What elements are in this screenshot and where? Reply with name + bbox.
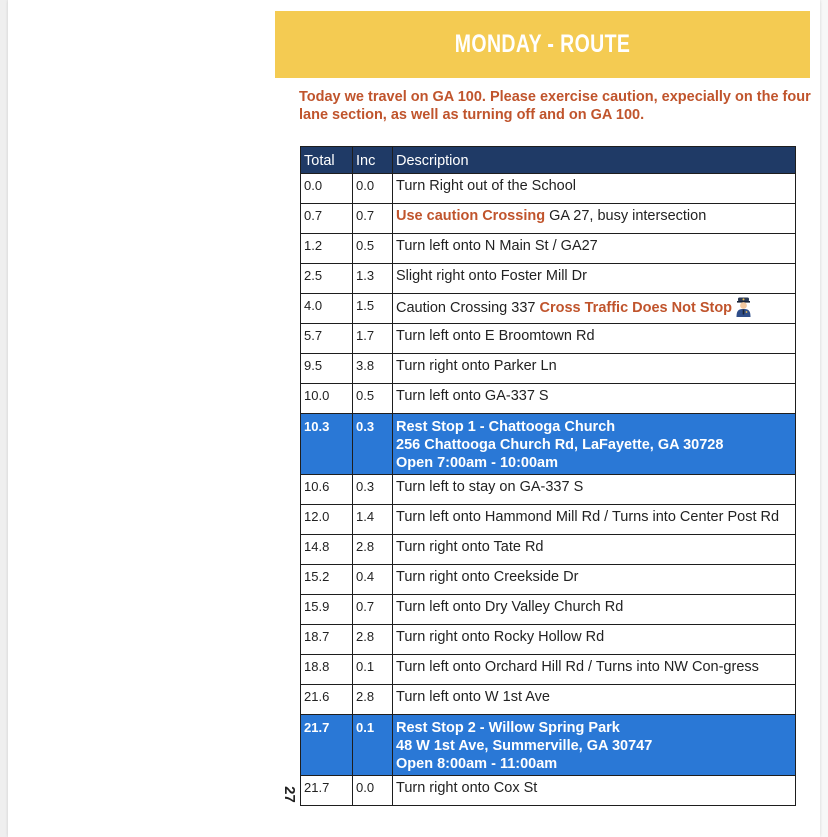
total-cell: 1.2 (301, 234, 353, 264)
total-cell: 0.7 (301, 204, 353, 234)
rest-stop-address: 48 W 1st Ave, Summerville, GA 30747 (396, 738, 653, 754)
description-cell: Turn right onto Creekside Dr (393, 565, 796, 595)
table-row (301, 625, 796, 655)
intro-text: Today we travel on GA 100. Please exercise caution, expecially on the four lane section, as well as turning off and on GA 100. (299, 89, 811, 123)
total-cell: 10.0 (301, 384, 353, 414)
inc-cell: 1.3 (353, 264, 393, 294)
description-cell: Turn left onto Orchard Hill Rd / Turns into NW Con-gress (393, 655, 796, 685)
table-row (301, 324, 796, 354)
total-cell: 5.7 (301, 324, 353, 354)
column-header-total: Total (301, 147, 353, 174)
table-row (301, 234, 796, 264)
table-row (301, 655, 796, 685)
total-cell: 18.8 (301, 655, 353, 685)
table-row (301, 685, 796, 715)
page-edge (0, 0, 8, 837)
inc-cell: 0.5 (353, 234, 393, 264)
column-header-inc: Inc (353, 147, 393, 174)
table-row (301, 294, 796, 324)
inc-cell: 0.1 (353, 715, 393, 776)
caution-highlight: Cross Traffic Does Not Stop (539, 300, 733, 316)
route-table (300, 146, 796, 806)
description-cell: Turn left onto N Main St / GA27 (393, 234, 796, 264)
total-cell: 21.6 (301, 685, 353, 715)
column-header-description: Description (393, 147, 796, 174)
inc-cell: 1.7 (353, 324, 393, 354)
description-cell: Turn left onto Dry Valley Church Rd (393, 595, 796, 625)
rest-stop-name: Rest Stop 2 - Willow Spring Park (396, 720, 620, 736)
inc-cell: 1.4 (353, 505, 393, 535)
rest-stop-cell (393, 715, 796, 776)
description-cell (393, 204, 796, 234)
description-cell: Turn left onto Hammond Mill Rd / Turns into Center Post Rd (393, 505, 796, 535)
inc-cell: 2.8 (353, 535, 393, 565)
description-cell: Turn left onto E Broomtown Rd (393, 324, 796, 354)
table-row (301, 505, 796, 535)
description-cell: Turn left onto GA-337 S (393, 384, 796, 414)
table-row (301, 204, 796, 234)
table-row (301, 595, 796, 625)
description-text: Caution Crossing 337 (396, 300, 540, 316)
rest-stop-name: Rest Stop 1 - Chattooga Church (396, 419, 616, 435)
total-cell: 10.3 (301, 414, 353, 475)
description-cell (393, 294, 796, 324)
total-cell: 4.0 (301, 294, 353, 324)
inc-cell: 0.7 (353, 204, 393, 234)
table-row (301, 535, 796, 565)
total-cell: 21.7 (301, 776, 353, 806)
inc-cell: 1.5 (353, 294, 393, 324)
caution-highlight: Use caution Crossing (396, 208, 546, 224)
total-cell: 9.5 (301, 354, 353, 384)
page-number: 27 (280, 786, 298, 803)
inc-cell: 2.8 (353, 625, 393, 655)
table-header-row (301, 147, 796, 174)
table-row (301, 475, 796, 505)
inc-cell: 0.3 (353, 475, 393, 505)
total-cell: 2.5 (301, 264, 353, 294)
rest-stop-hours: Open 7:00am - 10:00am (396, 455, 558, 471)
inc-cell: 0.3 (353, 414, 393, 475)
police-officer-icon (735, 297, 752, 317)
rest-stop-cell (393, 414, 796, 475)
total-cell: 10.6 (301, 475, 353, 505)
description-cell: Turn Right out of the School (393, 174, 796, 204)
inc-cell: 0.7 (353, 595, 393, 625)
total-cell: 14.8 (301, 535, 353, 565)
table-row (301, 264, 796, 294)
inc-cell: 0.0 (353, 776, 393, 806)
inc-cell: 0.1 (353, 655, 393, 685)
total-cell: 18.7 (301, 625, 353, 655)
total-cell: 12.0 (301, 505, 353, 535)
rest-stop-address: 256 Chattooga Church Rd, LaFayette, GA 30728 (396, 437, 724, 453)
rest-stop-row (301, 414, 796, 475)
table-row (301, 565, 796, 595)
description-cell: Turn left to stay on GA-337 S (393, 475, 796, 505)
inc-cell: 0.5 (353, 384, 393, 414)
total-cell: 0.0 (301, 174, 353, 204)
table-row (301, 776, 796, 806)
description-cell: Slight right onto Foster Mill Dr (393, 264, 796, 294)
total-cell: 21.7 (301, 715, 353, 776)
description-cell: Turn right onto Tate Rd (393, 535, 796, 565)
table-row (301, 174, 796, 204)
inc-cell: 0.0 (353, 174, 393, 204)
rest-stop-row (301, 715, 796, 776)
table-row (301, 354, 796, 384)
inc-cell: 2.8 (353, 685, 393, 715)
inc-cell: 0.4 (353, 565, 393, 595)
description-cell: Turn right onto Parker Ln (393, 354, 796, 384)
rest-stop-hours: Open 8:00am - 11:00am (396, 756, 558, 772)
description-cell: Turn right onto Cox St (393, 776, 796, 806)
total-cell: 15.9 (301, 595, 353, 625)
description-cell: Turn right onto Rocky Hollow Rd (393, 625, 796, 655)
description-cell: Turn left onto W 1st Ave (393, 685, 796, 715)
table-row (301, 384, 796, 414)
total-cell: 15.2 (301, 565, 353, 595)
page-title: MONDAY - ROUTE (454, 30, 631, 58)
inc-cell: 3.8 (353, 354, 393, 384)
title-banner (275, 11, 810, 78)
description-text: GA 27, busy intersection (545, 208, 707, 224)
